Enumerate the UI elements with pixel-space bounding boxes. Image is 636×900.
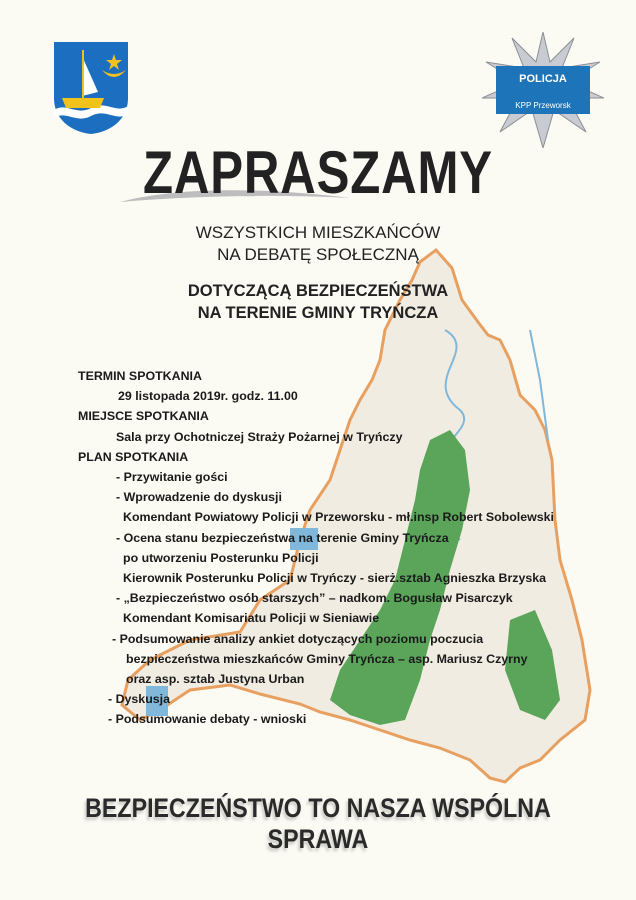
plan-item: Komendant Komisariatu Policji w Sieniawie — [123, 611, 380, 626]
subtitle-line-1: WSZYSTKICH MIESZKAŃCÓW — [195, 223, 441, 242]
topic-line-1: DOTYCZĄCĄ BEZPIECZEŃSTWA — [187, 282, 449, 300]
page-title: ZAPRASZAMY — [143, 139, 493, 206]
footer-slogan: BEZPIECZEŃSTWO TO NASZA WSPÓLNA SPRAWA — [85, 793, 551, 854]
place-value: Sala przy Ochotniczej Straży Pożarnej w Tryńczy — [116, 429, 403, 444]
plan-item: - Przywitanie gości — [116, 470, 228, 485]
coat-of-arms-icon — [52, 40, 130, 136]
plan-item: po utworzeniu Posterunku Policji — [123, 550, 319, 565]
plan-item: - Podsumowanie debaty - wnioski — [108, 712, 307, 727]
term-value: 29 listopada 2019r. godz. 11.00 — [118, 389, 298, 404]
plan-item: bezpieczeństwa mieszkańców Gminy Tryńcza – asp. Mariusz Czyrny — [126, 651, 528, 666]
plan-item: - „Bezpieczeństwo osób starszych” – nadkom. Bogusław Pisarczyk — [116, 591, 513, 606]
police-badge — [482, 32, 604, 148]
plan-item: - Ocena stanu bezpieczeństwa na terenie Gminy Tryńcza — [116, 530, 449, 545]
plan-label: PLAN SPOTKANIA — [78, 449, 189, 464]
badge-top: POLICJA — [519, 73, 567, 85]
place-label: MIEJSCE SPOTKANIA — [78, 409, 209, 424]
plan-item: Kierownik Posterunku Policji w Tryńczy - sierż.sztab Agnieszka Brzyska — [123, 571, 547, 586]
plan-item: - Wprowadzenie do dyskusji — [116, 490, 282, 505]
topic-line-2: NA TERENIE GMINY TRYŃCZA — [197, 304, 439, 322]
subtitle-line-2: NA DEBATĘ SPOŁECZNĄ — [217, 245, 419, 264]
plan-item: - Dyskusja — [108, 692, 170, 707]
plan-item: - Podsumowanie analizy ankiet dotyczących poziomu poczucia — [112, 631, 484, 646]
badge-bottom: KPP Przeworsk — [515, 101, 571, 110]
plan-item: oraz asp. sztab Justyna Urban — [126, 672, 305, 687]
meeting-details — [78, 366, 554, 730]
term-label: TERMIN SPOTKANIA — [78, 369, 202, 383]
plan-item: Komendant Powiatowy Policji w Przeworsku - mł.insp Robert Sobolewski — [123, 510, 554, 525]
